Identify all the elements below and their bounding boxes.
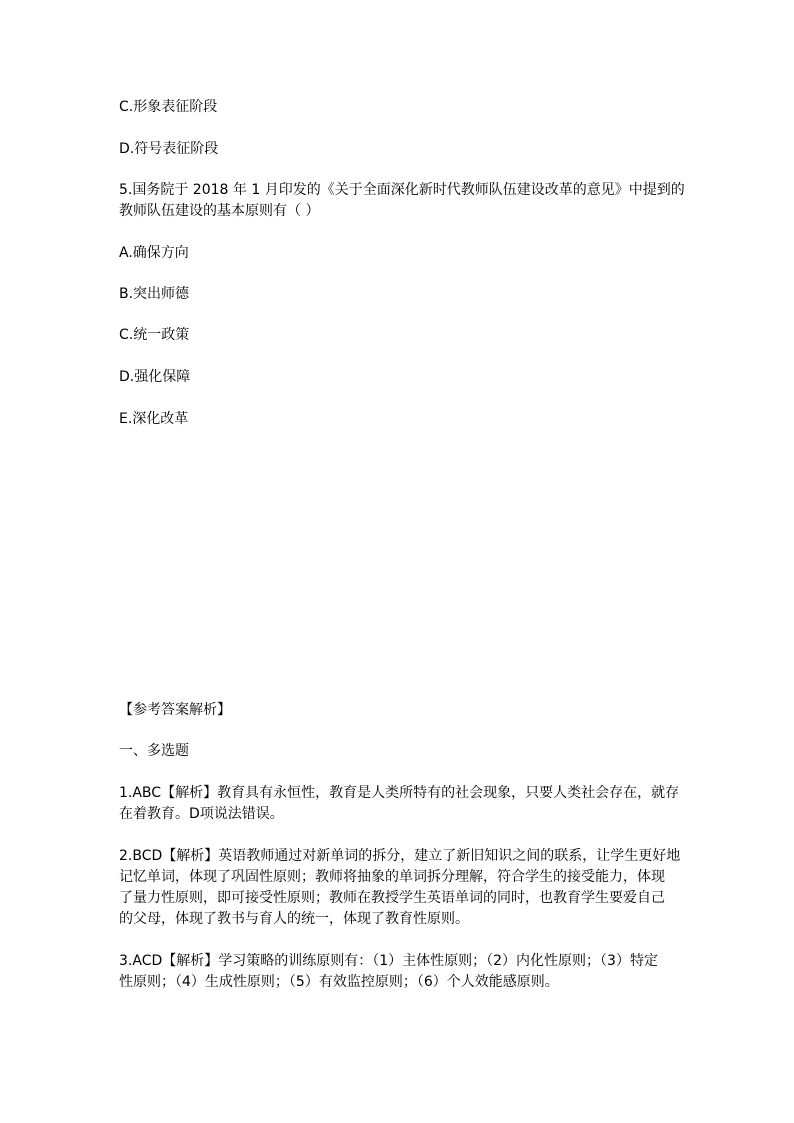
answer-3-line: 3.ACD【解析】学习策略的训练原则有：（1）主体性原则；（2）内化性原则；（3）特定 [119, 953, 658, 969]
answer-2 [119, 846, 679, 930]
answer-1-line: 1.ABC【解析】教育具有永恒性，教育是人类所特有的社会现象，只要人类社会存在，就存 [119, 785, 680, 801]
option-5d: D.强化保障 [119, 369, 191, 385]
option-4c: C.形象表征阶段 [119, 99, 218, 115]
section-title: 一、多选题 [119, 743, 189, 759]
answer-1-line: 在着教育。D项说法错误。 [119, 806, 284, 822]
option-5b: B.突出师德 [119, 286, 190, 302]
option-5a: A.确保方向 [119, 245, 189, 261]
option-5c: C.统一政策 [119, 327, 190, 343]
answer-2-line: 记忆单词，体现了巩固性原则；教师将抽象的单词拆分理解，符合学生的接受能力，体现 [119, 869, 665, 885]
question-5-stem-line: 5.国务院于 2018 年 1 月印发的《关于全面深化新时代教师队伍建设改革的意见》中提到的 [119, 182, 685, 198]
answer-1 [119, 783, 679, 825]
answer-2-line: 了量力性原则，即可接受性原则；教师在教授学生英语单词的同时，也教育学生要爱自己 [119, 890, 665, 906]
option-5e: E.深化改革 [119, 411, 189, 427]
answers-heading: 【参考答案解析】 [119, 702, 231, 718]
option-4d: D.符号表征阶段 [119, 141, 219, 157]
answer-2-line: 2.BCD【解析】英语教师通过对新单词的拆分，建立了新旧知识之间的联系，让学生更好地 [119, 848, 681, 864]
answer-3-line: 性原则；（4）生成性原则；（5）有效监控原则；（6）个人效能感原则。 [119, 974, 559, 990]
answer-3 [119, 951, 679, 993]
question-5-stem-line: 教师队伍建设的基本原则有（ ） [119, 203, 320, 219]
answer-2-line: 的父母，体现了教书与育人的统一，体现了教育性原则。 [119, 911, 469, 927]
question-5-stem [119, 180, 685, 222]
